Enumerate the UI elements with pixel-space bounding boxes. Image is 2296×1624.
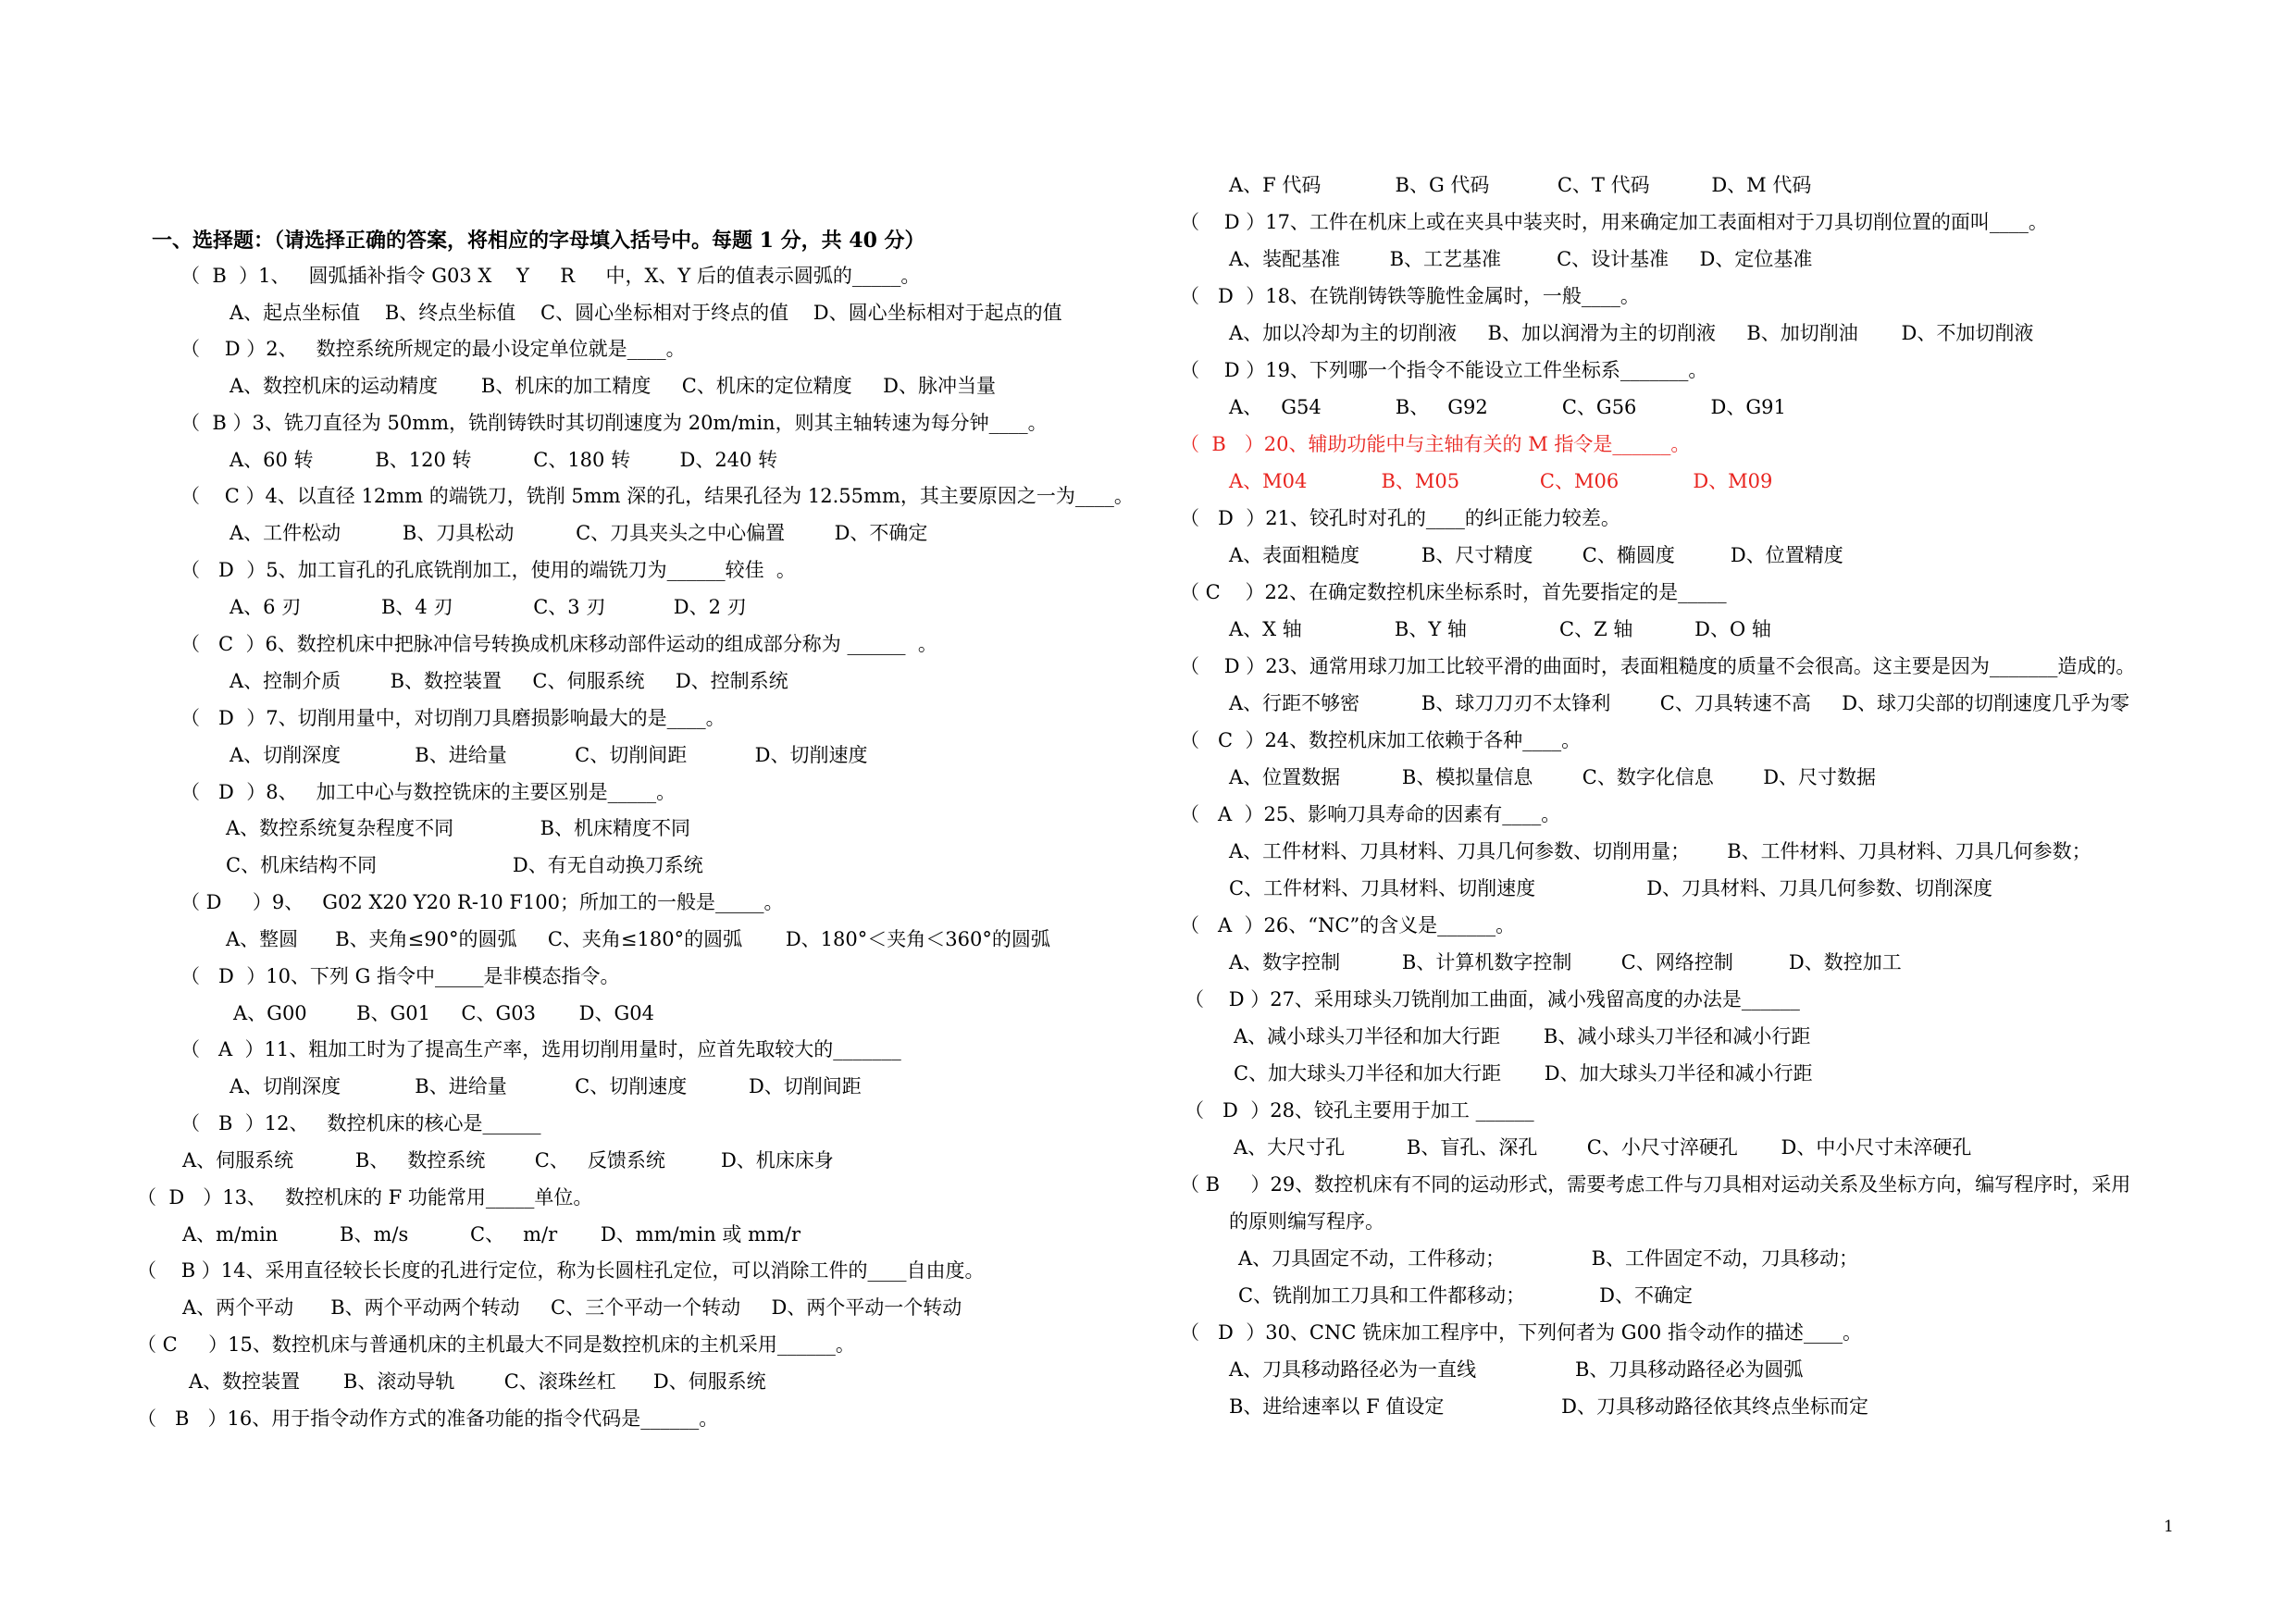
left-line: A、控制介质 B、数控装置 C、伺服系统 D、控制系统	[230, 670, 788, 692]
right-line: （ D ）28、铰孔主要用于加工 ______	[1185, 1099, 1534, 1122]
right-line: （ A ）26、“NC”的含义是______。	[1180, 914, 1516, 936]
left-line: （ B ）1、 圆弧插补指令 G03 X Y R 中，X、Y 后的值表示圆弧的_____。	[180, 265, 921, 287]
right-line: A、大尺寸孔 B、盲孔、深孔 C、小尺寸淬硬孔 D、中小尺寸未淬硬孔	[1234, 1136, 1972, 1159]
right-line: A、位置数据 B、模拟量信息 C、数字化信息 D、尺寸数据	[1229, 766, 1877, 788]
left-line: （ C ）15、数控机床与普通机床的主机最大不同是数控机床的主机采用______。	[137, 1333, 855, 1356]
right-line: A、表面粗糙度 B、尺寸精度 C、椭圆度 D、位置精度	[1229, 544, 1843, 566]
right-line: （ B ）29、数控机床有不同的运动形式，需要考虑工件与刀具相对运动关系及坐标方向，编写程序时，采用	[1180, 1173, 2131, 1196]
left-line: （ B ）12、 数控机床的核心是______	[180, 1112, 541, 1134]
left-line: A、数控装置 B、滚动导轨 C、滚珠丝杠 D、伺服系统	[189, 1370, 766, 1393]
section-heading: 一、选择题：（请选择正确的答案，将相应的字母填入括号中。每题 1 分，共 40 分）	[152, 229, 925, 253]
left-line: （ D ）5、加工盲孔的孔底铣削加工，使用的端铣刀为______较佳 。	[180, 559, 796, 581]
right-line: A、工件材料、刀具材料、刀具几何参数、切削用量； B、工件材料、刀具材料、刀具几何参数；	[1229, 840, 2091, 862]
right-line: A、装配基准 B、工艺基准 C、设计基准 D、定位基准	[1229, 248, 1813, 270]
left-line: （ D ）10、下列 G 指令中_____是非模态指令。	[180, 965, 620, 987]
left-line: A、两个平动 B、两个平动两个转动 C、三个平动一个转动 D、两个平动一个转动	[182, 1296, 962, 1319]
left-line: （ D ）9、 G02 X20 Y20 R-10 F100；所加工的一般是_____。	[180, 891, 784, 913]
page-number: 1	[2164, 1518, 2174, 1536]
left-line: A、数控系统复杂程度不同 B、机床精度不同	[226, 817, 691, 839]
left-line: A、伺服系统 B、 数控系统 C、 反馈系统 D、机床床身	[182, 1149, 834, 1172]
left-line: （ B ）14、采用直径较长长度的孔进行定位，称为长圆柱孔定位，可以消除工件的____自由度。	[137, 1259, 985, 1282]
right-line: （ D ）17、工件在机床上或在夹具中装夹时，用来确定加工表面相对于刀具切削位置的面叫____。	[1180, 211, 2048, 233]
right-line: （ D ）23、通常用球刀加工比较平滑的曲面时，表面粗糙度的质量不会很高。这主要是因为_______造成的。	[1180, 655, 2136, 677]
right-line: A、刀具移动路径必为一直线 B、刀具移动路径必为圆弧	[1229, 1358, 1804, 1381]
left-line: A、60 转 B、120 转 C、180 转 D、240 转	[230, 449, 778, 471]
left-line: （ D ）8、 加工中心与数控铣床的主要区别是_____。	[180, 781, 676, 803]
left-line: （ D ）7、切削用量中，对切削刀具磨损影响最大的是____。	[180, 707, 726, 729]
right-line: （ D ）19、下列哪一个指令不能设立工件坐标系_______。	[1180, 359, 1708, 381]
left-line: A、切削深度 B、进给量 C、切削间距 D、切削速度	[230, 744, 868, 766]
left-line: A、m/min B、m/s C、 m/r D、mm/min 或 mm/r	[182, 1223, 801, 1246]
right-line: A、 G54 B、 G92 C、G56 D、G91	[1229, 396, 1786, 418]
right-line: A、减小球头刀半径和加大行距 B、减小球头刀半径和减小行距	[1234, 1025, 1811, 1048]
right-line: （ A ）25、影响刀具寿命的因素有____。	[1180, 803, 1561, 825]
left-line: A、6 刃 B、4 刃 C、3 刃 D、2 刃	[230, 596, 747, 618]
right-line: C、铣削加工刀具和工件都移动； D、不确定	[1238, 1284, 1694, 1307]
left-line: A、整圆 B、夹角≤90°的圆弧 C、夹角≤180°的圆弧 D、180°＜夹角＜360°的圆弧	[226, 928, 1050, 950]
right-line: （ B ）20、辅助功能中与主轴有关的 M 指令是______。	[1180, 433, 1691, 455]
left-line: （ D ）2、 数控系统所规定的最小设定单位就是____。	[180, 338, 686, 360]
right-line: A、数字控制 B、计算机数字控制 C、网络控制 D、数控加工	[1229, 951, 1902, 973]
right-line: （ D ）18、在铣削铸铁等脆性金属时，一般____。	[1180, 285, 1640, 307]
left-line: A、数控机床的运动精度 B、机床的加工精度 C、机床的定位精度 D、脉冲当量	[230, 375, 996, 397]
right-line: A、加以冷却为主的切削液 B、加以润滑为主的切削液 B、加切削油 D、不加切削液	[1229, 322, 2034, 344]
left-line: A、G00 B、G01 C、G03 D、G04	[233, 1002, 654, 1024]
left-line: （ A ）11、粗加工时为了提高生产率，选用切削用量时，应首先取较大的_______	[180, 1038, 901, 1060]
right-line: （ D ）21、铰孔时对孔的____的纠正能力较差。	[1180, 507, 1620, 529]
left-line: A、工件松动 B、刀具松动 C、刀具夹头之中心偏置 D、不确定	[230, 522, 928, 544]
left-line: （ B ）3、铣刀直径为 50mm，铣削铸铁时其切削速度为 20m/min，则其主轴转速为每分钟____。	[180, 412, 1048, 434]
right-line: A、行距不够密 B、球刀刀刃不太锋利 C、刀具转速不高 D、球刀尖部的切削速度几乎为零	[1229, 692, 2130, 714]
right-line: A、刀具固定不动，工件移动； B、工件固定不动，刀具移动；	[1238, 1247, 1859, 1270]
right-line: （ D ）27、采用球头刀铣削加工曲面，减小残留高度的办法是______	[1185, 988, 1800, 1010]
right-line: B、进给速率以 F 值设定 D、刀具移动路径依其终点坐标而定	[1229, 1395, 1869, 1418]
right-line: A、F 代码 B、G 代码 C、T 代码 D、M 代码	[1229, 174, 1812, 196]
left-line: A、起点坐标值 B、终点坐标值 C、圆心坐标相对于终点的值 D、圆心坐标相对于起点的值	[230, 302, 1062, 324]
right-line: 的原则编写程序。	[1229, 1210, 1384, 1233]
right-line: C、工件材料、刀具材料、切削速度 D、刀具材料、刀具几何参数、切削深度	[1229, 877, 1993, 899]
right-line: （ C ）22、在确定数控机床坐标系时，首先要指定的是_____	[1180, 581, 1727, 603]
right-line: C、加大球头刀半径和加大行距 D、加大球头刀半径和减小行距	[1234, 1062, 1813, 1085]
left-line: C、机床结构不同 D、有无自动换刀系统	[226, 854, 703, 876]
left-line: （ C ）4、以直径 12mm 的端铣刀，铣削 5mm 深的孔，结果孔径为 12.55mm，其主要原因之一为____。	[180, 485, 1134, 507]
left-line: （ C ）6、数控机床中把脉冲信号转换成机床移动部件运动的组成部分称为 ______ 。	[180, 633, 937, 655]
right-line: （ D ）30、CNC 铣床加工程序中，下列何者为 G00 指令动作的描述____。	[1180, 1321, 1862, 1344]
left-line: （ B ）16、用于指令动作方式的准备功能的指令代码是______。	[137, 1407, 719, 1430]
right-line: A、M04 B、M05 C、M06 D、M09	[1229, 470, 1773, 492]
right-line: A、X 轴 B、Y 轴 C、Z 轴 D、O 轴	[1229, 618, 1771, 640]
left-line: A、切削深度 B、进给量 C、切削速度 D、切削间距	[230, 1075, 862, 1097]
right-line: （ C ）24、数控机床加工依赖于各种____。	[1180, 729, 1582, 751]
left-line: （ D ）13、 数控机床的 F 功能常用_____单位。	[137, 1186, 593, 1209]
